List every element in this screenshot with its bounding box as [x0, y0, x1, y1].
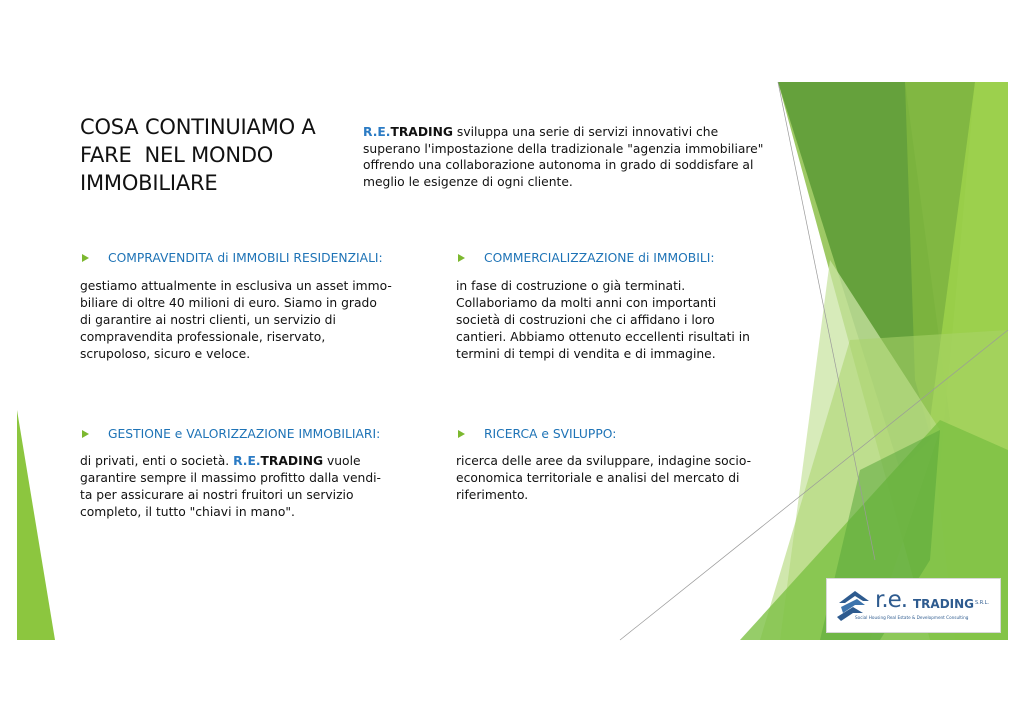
body-line: garantire sempre il massimo profitto dalla vendi- [80, 471, 381, 485]
body-line [80, 453, 381, 470]
title-line-2: FARE NEL MONDO [80, 143, 274, 167]
heading-ricerca-text: RICERCA e SVILUPPO: [484, 427, 617, 441]
body-line: in fase di costruzione o già terminati. [456, 279, 686, 293]
body-line: biliare di oltre 40 milioni di euro. Siamo in grado [80, 296, 377, 310]
body-line: compravendita professionale, riservato, [80, 330, 326, 344]
title-line-3: IMMOBILIARE [80, 171, 218, 195]
company-logo [826, 578, 1001, 633]
intro-line-4: meglio le esigenze di ogni cliente. [363, 174, 573, 189]
page-title [80, 113, 350, 197]
heading-residenziali [82, 250, 383, 266]
logo-srl: S.R.L. [975, 600, 990, 606]
logo-re: r.e. [875, 587, 908, 613]
title-line-1: COSA CONTINUIAMO A [80, 115, 316, 139]
gestione-line-1-pre: di privati, enti o società. [80, 454, 234, 468]
heading-commercializzazione [458, 250, 715, 266]
body-line: completo, il tutto "chiavi in mano". [80, 505, 295, 519]
intro-line-1 [363, 124, 793, 141]
body-line: società di costruzioni che ci affidano i loro [456, 313, 715, 327]
bullet-arrow-icon [458, 430, 465, 438]
intro-paragraph [363, 124, 793, 190]
body-line: cantieri. Abbiamo ottenuto eccellenti risultati in [456, 330, 750, 344]
bullet-arrow-icon [82, 430, 89, 438]
body-line: Collaboriamo da molti anni con importanti [456, 296, 717, 310]
body-line: riferimento. [456, 488, 529, 502]
body-line: termini di tempi di vendita e di immagine. [456, 347, 716, 361]
logo-tagline: Social Housing Real Estate & Development Consulting [855, 615, 969, 620]
brand-re: R.E. [233, 454, 261, 468]
body-commercializzazione [456, 278, 750, 363]
bullet-arrow-icon [458, 254, 465, 262]
brand-trading: TRADING [390, 125, 453, 139]
heading-commercializzazione-text: COMMERCIALIZZAZIONE di IMMOBILI: [484, 251, 715, 265]
body-line: economica territoriale e analisi del mercato di [456, 471, 740, 485]
body-line: ricerca delle aree da sviluppare, indagine socio- [456, 454, 752, 468]
intro-line-3: offrendo una collaborazione autonoma in grado di soddisfare al [363, 158, 754, 172]
intro-line-1-rest: sviluppa una serie di servizi innovativi che [453, 125, 719, 139]
brand-re: R.E. [363, 125, 391, 139]
body-gestione [80, 453, 381, 521]
left-green-triangle [17, 410, 55, 640]
bullet-arrow-icon [82, 254, 89, 262]
body-residenziali [80, 278, 392, 363]
heading-ricerca [458, 426, 616, 442]
gestione-line-1-post: vuole [323, 454, 361, 468]
body-ricerca [456, 453, 751, 504]
heading-residenziali-text: COMPRAVENDITA di IMMOBILI RESIDENZIALI: [108, 251, 383, 265]
heading-gestione-text: GESTIONE e VALORIZZAZIONE IMMOBILIARI: [108, 427, 381, 441]
body-line: scrupoloso, sicuro e veloce. [80, 347, 251, 361]
brand-trading: TRADING [260, 454, 324, 468]
logo-trading: TRADING [913, 597, 975, 611]
body-line: gestiamo attualmente in esclusiva un asset immo- [80, 279, 392, 293]
intro-line-2: superano l'impostazione della tradizionale "agenzia immobiliare" [363, 141, 764, 156]
body-line: ta per assicurare ai nostri fruitori un servizio [80, 488, 354, 502]
body-line: di garantire ai nostri clienti, un servizio di [80, 313, 336, 327]
heading-gestione [82, 426, 380, 442]
